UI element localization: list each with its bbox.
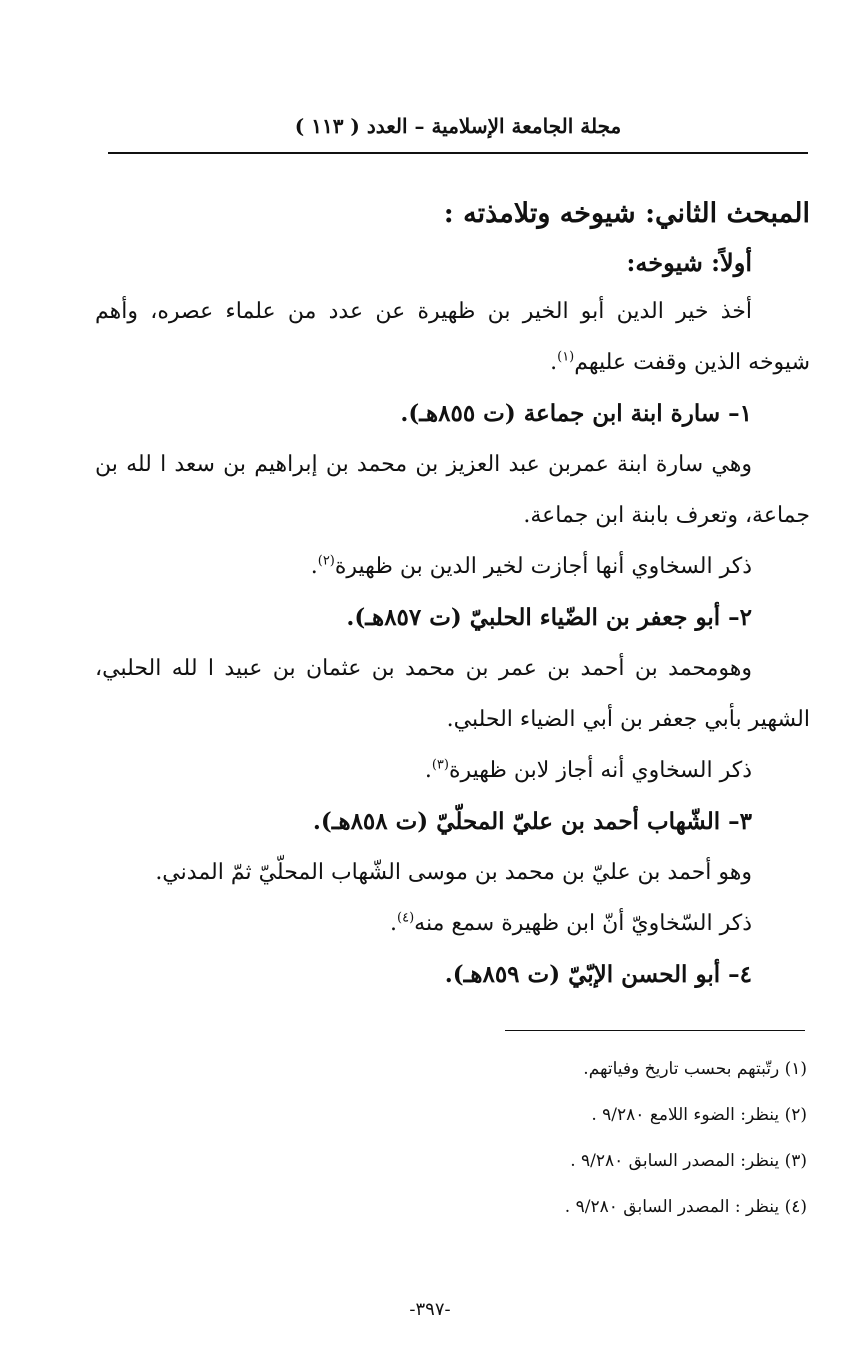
footnote-ref-3: (٣) <box>431 757 449 773</box>
intro-end: . <box>550 350 558 375</box>
footnote-2: (٢) ينظر: الضوء اللامع ٩/٢٨٠ . <box>591 1105 807 1125</box>
footnote-ref-1: (١) <box>557 349 575 365</box>
entry-heading-1: ١– سارة ابنة ابن جماعة (ت ٨٥٥هـ). <box>400 400 752 427</box>
header-rule <box>108 152 808 154</box>
intro-paragraph <box>95 286 810 388</box>
footnote-4: (٤) ينظر : المصدر السابق ٩/٢٨٠ . <box>564 1197 807 1217</box>
footnote-1: (١) رتّبتهم بحسب تاريخ وفياتهم. <box>583 1059 807 1079</box>
entry-note-3 <box>95 898 810 949</box>
entry-note-end-3: . <box>390 911 398 936</box>
entry-note-2 <box>95 745 810 796</box>
entry-description-3: وهو أحمد بن عليّ بن محمد بن موسى الشّهاب المحلّيّ ثمّ المدني. <box>155 860 752 885</box>
entry-heading-2: ٢– أبو جعفر بن الضّياء الحلبيّ (ت ٨٥٧هـ). <box>346 604 752 631</box>
entry-note-end-2: . <box>424 758 432 783</box>
entry-note-1 <box>95 541 810 592</box>
entry-note-end-1: . <box>310 554 318 579</box>
footnote-3: (٣) ينظر: المصدر السابق ٩/٢٨٠ . <box>570 1151 807 1171</box>
running-header <box>108 112 808 154</box>
subheading-teachers: أولاً: شيوخه: <box>626 248 752 277</box>
entry-note-text-1: ذكر السخاوي أنها أجازت لخير الدين بن ظهيرة <box>334 554 752 579</box>
entry-description-2: وهومحمد بن أحمد بن عمر بن محمد بن عثمان بن عبيد ا لله الحلبي، الشهير بأبي جعفر بن أبي الضياء الحلبي. <box>95 656 810 732</box>
entry-note-text-2: ذكر السخاوي أنه أجاز لابن ظهيرة <box>448 758 752 783</box>
main-text <box>95 192 810 1000</box>
entry-description-1: وهي سارة ابنة عمربن عبد العزيز بن محمد بن إبراهيم بن سعد ا لله بن جماعة، وتعرف بابنة ابن جماعة. <box>95 452 810 528</box>
entry-heading-4: ٤– أبو الحسن الإبّيّ (ت ٨٥٩هـ). <box>444 961 752 988</box>
footnote-separator <box>505 1030 805 1031</box>
page-number: -٣٩٧- <box>409 1299 451 1320</box>
footnote-ref-2: (٢) <box>317 553 335 569</box>
entry-heading-3: ٣– الشّهاب أحمد بن عليّ المحلّيّ (ت ٨٥٨هـ). <box>312 808 752 835</box>
footnotes <box>400 1046 807 1230</box>
entry-note-text-3: ذكر السّخاويّ أنّ ابن ظهيرة سمع منه <box>414 911 752 936</box>
section-title: المبحث الثاني: شيوخه وتلامذته : <box>443 198 810 229</box>
intro-text: أخذ خير الدين أبو الخير بن ظهيرة عن عدد من علماء عصره، وأهم شيوخه الذين وقفت عليهم <box>95 299 810 375</box>
footnote-ref-4: (٤) <box>397 910 415 926</box>
journal-running-title: مجلة الجامعة الإسلامية – العدد ( ١١٣ ) <box>294 114 622 138</box>
